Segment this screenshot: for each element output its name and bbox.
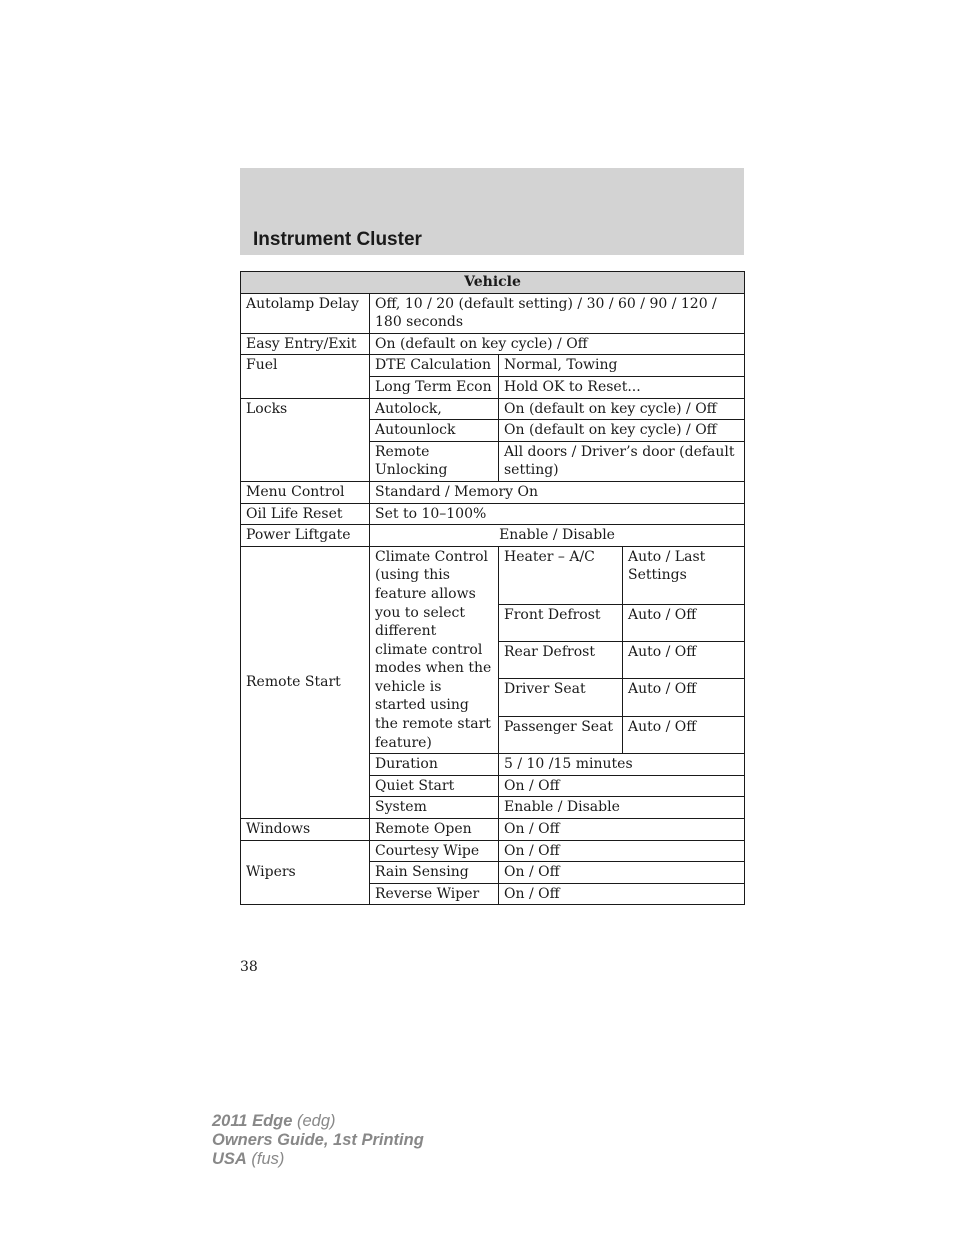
- climate-value: Auto / Off: [623, 604, 745, 641]
- table-row: [241, 398, 745, 420]
- footer-guide: Owners Guide, 1st Printing: [212, 1131, 424, 1149]
- row-value: Set to 10–100%: [370, 503, 745, 525]
- climate-item: Rear Defrost: [499, 641, 623, 678]
- row-option: Remote Unlocking: [370, 441, 499, 481]
- climate-item: Front Defrost: [499, 604, 623, 641]
- table-row: [241, 546, 745, 604]
- table-row: [241, 355, 745, 377]
- row-option: System: [370, 797, 499, 819]
- table-row: [241, 481, 745, 503]
- row-label: Autolamp Delay: [241, 293, 370, 333]
- row-label: Fuel: [241, 355, 370, 398]
- climate-value: Auto / Last Settings: [623, 546, 745, 604]
- table-header: Vehicle: [241, 272, 745, 294]
- row-label: Wipers: [241, 840, 370, 905]
- row-option: Autolock,: [370, 398, 499, 420]
- table-row: [241, 819, 745, 841]
- climate-value: Auto / Off: [623, 641, 745, 678]
- row-value: On / Off: [499, 775, 745, 797]
- row-label: Menu Control: [241, 481, 370, 503]
- row-value: Enable / Disable: [370, 525, 745, 547]
- row-option: Long Term Econ: [370, 376, 499, 398]
- footer-line-3: [212, 1150, 424, 1169]
- row-value: On (default on key cycle) / Off: [370, 333, 745, 355]
- footer-model: 2011 Edge: [212, 1112, 293, 1130]
- row-value: Standard / Memory On: [370, 481, 745, 503]
- row-option: Rain Sensing: [370, 862, 499, 884]
- row-value: Off, 10 / 20 (default setting) / 30 / 60 / 90 / 120 / 180 seconds: [370, 293, 745, 333]
- footer-market: USA: [212, 1150, 247, 1168]
- row-option: DTE Calculation: [370, 355, 499, 377]
- row-value: Enable / Disable: [499, 797, 745, 819]
- climate-value: Auto / Off: [623, 716, 745, 753]
- row-value: On / Off: [499, 883, 745, 905]
- row-value: On / Off: [499, 862, 745, 884]
- row-option: Remote Open: [370, 819, 499, 841]
- row-option: Reverse Wiper: [370, 883, 499, 905]
- row-value: On (default on key cycle) / Off: [499, 398, 745, 420]
- climate-item: Passenger Seat: [499, 716, 623, 753]
- climate-item: Driver Seat: [499, 679, 623, 716]
- footer-line-2: [212, 1131, 424, 1150]
- footer-line-1: [212, 1112, 424, 1131]
- row-value: All doors / Driver’s door (default setting): [499, 441, 745, 481]
- section-title: Instrument Cluster: [253, 229, 422, 250]
- row-value: Hold OK to Reset...: [499, 376, 745, 398]
- row-label: Windows: [241, 819, 370, 841]
- table-row: [241, 525, 745, 547]
- page-number: 38: [240, 959, 258, 975]
- table-row: [241, 503, 745, 525]
- row-value: Normal, Towing: [499, 355, 745, 377]
- row-option: Courtesy Wipe: [370, 840, 499, 862]
- row-label: Oil Life Reset: [241, 503, 370, 525]
- footer-model-code: (edg): [292, 1112, 336, 1130]
- row-label: Easy Entry/Exit: [241, 333, 370, 355]
- row-label: Locks: [241, 398, 370, 481]
- vehicle-settings-table: [240, 271, 745, 905]
- row-option: Quiet Start: [370, 775, 499, 797]
- row-option: Duration: [370, 754, 499, 776]
- table-header-row: [241, 272, 745, 294]
- table-row: [241, 333, 745, 355]
- row-option: Autounlock: [370, 420, 499, 442]
- row-value: On / Off: [499, 819, 745, 841]
- row-value: On (default on key cycle) / Off: [499, 420, 745, 442]
- climate-control-label: Climate Control (using this feature allows you to select different climate control modes when the vehicle is started using the remote start feature): [370, 546, 499, 754]
- footer: [212, 1112, 424, 1169]
- table-row: [241, 293, 745, 333]
- row-value: On / Off: [499, 840, 745, 862]
- footer-market-code: (fus): [246, 1150, 285, 1168]
- table-row: [241, 840, 745, 862]
- row-label: Remote Start: [241, 546, 370, 818]
- climate-value: Auto / Off: [623, 679, 745, 716]
- row-value: 5 / 10 /15 minutes: [499, 754, 745, 776]
- row-label: Power Liftgate: [241, 525, 370, 547]
- climate-item: Heater – A/C: [499, 546, 623, 604]
